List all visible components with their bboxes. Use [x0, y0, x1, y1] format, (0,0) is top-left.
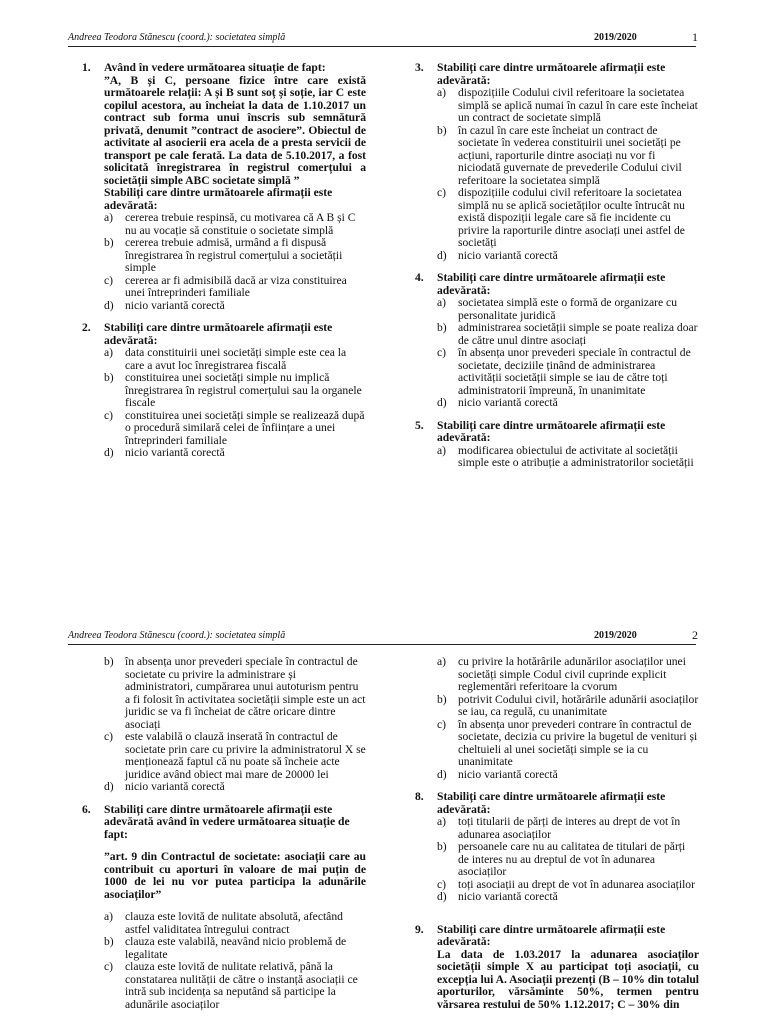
left-column [82, 655, 366, 1021]
question-5 [415, 418, 699, 470]
question-heading: Stabiliți care dintre următoarele afirmații este adevărată: [437, 418, 666, 444]
question-heading: Având în vedere următoarea situație de fapt: [104, 61, 326, 74]
option-c: c) toți asociații au drept de vot în adunarea asociaților [437, 877, 695, 891]
page-gap [0, 512, 768, 620]
page-header [68, 628, 696, 645]
question-number: 4. [415, 271, 424, 284]
question-1 [82, 61, 366, 312]
question-2 [82, 321, 366, 460]
question-heading: Stabiliți care dintre următoarele afirmații este adevărată având în vedere următoarea situație de fapt: [104, 802, 350, 841]
question-number: 9. [415, 922, 424, 936]
option-a: a) cu privire la hotărârile adunărilor asociaților unei societăți simple Codul civil cuprinde explicit reglementări referitoare la cvorum [437, 655, 686, 693]
question-scenario: ”A, B și C, persoane fizice între care există următoarele relații: A și B sunt soț și soție, iar C este copilul acestora, au încheiat la data de 1.10.2017 un contract sub forma unui înscris sub semnătură privată, denumit ”contract de asociere”. Obiectul de activitate al asocierii era acela de a presta servicii de transport pe cale ferată. La data de 5.10.2017, a fost solicitată înregistrarea în registrul comerțului a societății simple ABC societate simplă ” [104, 73, 366, 187]
options-list [437, 87, 699, 262]
options-list [104, 347, 366, 460]
option-c: c) este valabilă o clauză inserată în contractul de societate prin care cu privire la administratorul X se menționează faptul că nu poate să încheie acte juridice având obiect mai mare de 20000 lei [104, 730, 366, 781]
question-heading: Stabiliți care dintre următoarele afirmații este adevărată: [104, 321, 333, 347]
option-a: a) societatea simplă este o formă de organizare cu personalitate juridică [437, 296, 678, 322]
question-3 [415, 61, 699, 262]
option-d: d) nicio variantă corectă [437, 767, 558, 781]
options-list [104, 212, 366, 312]
options-list [437, 445, 699, 470]
header-year: 2019/2020 [594, 32, 637, 43]
option-c: c) constituirea unei societăți simple se realizează după o procedură similară celei de înființare a unei întreprinderi familiale [104, 408, 365, 447]
option-d: d) nicio variantă corectă [104, 780, 225, 793]
options-list [437, 297, 699, 410]
question-heading: Stabiliți care dintre următoarele afirmații este adevărată: [437, 790, 666, 816]
question-number: 2. [82, 321, 91, 334]
question-4 [415, 271, 699, 410]
right-column [415, 61, 699, 480]
option-d: d) nicio variantă corectă [104, 298, 225, 312]
options-list-continued [437, 656, 699, 781]
option-a: a) data constituirii unei societăți simple este cea la care a avut loc înregistrarea fiscală [104, 346, 347, 372]
option-b: b) constituirea unei societăți simple nu implică înregistrarea în registrul comerțului sau la organele fiscale [104, 371, 362, 409]
header-author: Andreea Teodora Stănescu (coord.): societatea simplă [68, 32, 286, 43]
options-list [437, 816, 699, 904]
page-header [68, 30, 696, 47]
question-number: 3. [415, 61, 424, 74]
option-a: a) clauza este lovită de nulitate absolută, afectând astfel validitatea întregului contract [104, 910, 343, 936]
option-d: d) nicio variantă corectă [437, 248, 558, 262]
option-c: c) clauza este lovită de nulitate relativă, până la constatarea nulității de către o instanță asociații ce intră sub incidența sa neputând să participe la adunările asociaților [104, 960, 358, 1011]
options-list-continued [104, 656, 366, 794]
option-d: d) nicio variantă corectă [437, 396, 558, 409]
question-scenario: La data de 1.03.2017 la adunarea asociaților societății simple X au participat toți asociații, cu excepția lui A. Asociații prezenți (B – 10% din totalul aporturilor, vărsăminte 50%, termen pentru vărsarea restului de 50% 1.12.2017; C – 30% din [437, 947, 699, 1011]
page-number: 2 [692, 628, 698, 642]
option-c: c) în absența unor prevederi contrare în contractul de societate, decizia cu privire la bugetul de venituri și cheltuieli al unei societăți simple se ia cu unanimitate [437, 717, 698, 768]
options-list [104, 911, 366, 1011]
option-c: c) cererea ar fi admisibilă dacă ar viza constituirea unei întreprinderi familiale [104, 273, 347, 299]
option-b: b) în cazul în care este încheiat un contract de societate în vederea constituirii unei societăți pe acțiuni, raporturile dintre asociați nu vor fi niciodată guvernate de prevederile Codului civil referitoare la societatea simplă [437, 123, 682, 187]
option-c: c) dispozițiile codului civil referitoare la societatea simplă nu se aplică societăților oculte întrucât nu există dispoziții legale care să fie incidente cu privire la raporturile dintre asociați unei astfel de societăți [437, 186, 685, 249]
header-author: Andreea Teodora Stănescu (coord.): societatea simplă [68, 630, 286, 641]
option-a: a) modificarea obiectului de activitate al societății simple este o atribuție a administratorilor societății [437, 443, 694, 469]
question-heading: Stabiliți care dintre următoarele afirmații este adevărată: [437, 271, 666, 297]
document-page-2 [0, 620, 768, 1024]
option-b: b) potrivit Codului civil, hotărârile adunării asociaților se iau, ca regulă, cu unanimitate [437, 692, 699, 718]
question-prompt: Stabiliți care dintre următoarele afirmații este adevărată: [104, 186, 333, 212]
question-heading: Stabiliți care dintre următoarele afirmații este adevărată: [437, 61, 666, 87]
question-9 [415, 922, 699, 1012]
option-d: d) nicio variantă corectă [437, 890, 558, 903]
right-column [415, 655, 699, 1021]
option-b: b) în absența unor prevederi speciale în contractul de societate cu privire la administrare și administratori, cumpărarea unui autoturism pentru a fi folosit în activitatea societății simple este un act juridic se va fi încheiat de către oricare dintre asociați [104, 655, 366, 731]
option-b: b) administrarea societății simple se poate realiza doar de către unul dintre asociați [437, 321, 698, 347]
question-scenario: ”art. 9 din Contractul de societate: asociații care au contribuit cu aporturi în valoare de mai puțin de 1000 de lei nu vor putea participa la adunările asociaților” [104, 850, 366, 901]
question-8 [415, 790, 699, 904]
question-6 [82, 802, 366, 1012]
question-number: 6. [82, 802, 91, 816]
option-a: a) toți titularii de părți de interes au drept de vot în adunarea asociaților [437, 815, 681, 841]
question-number: 5. [415, 418, 424, 432]
option-b: b) clauza este valabilă, neavând nicio problemă de legalitate [104, 935, 347, 961]
option-c: c) în absența unor prevederi speciale în contractul de societate, deciziile ținând de administrarea activității societății simple se iau de către toți administratorii împreună, în unanimitate [437, 346, 691, 397]
question-number: 1. [82, 61, 91, 74]
header-year: 2019/2020 [594, 630, 637, 641]
option-b: b) cererea trebuie admisă, urmând a fi dispusă înregistrarea în registrul comerțului a societății simple [104, 236, 343, 274]
left-column [82, 61, 366, 470]
option-a: a) dispozițiile Codului civil referitoare la societatea simplă se aplică numai în cazul în care este încheiat un contract de societate simplă [437, 86, 698, 124]
option-a: a) cererea trebuie respinsă, cu motivarea că A B și C nu au vocație să constituie o societate simplă [104, 211, 356, 237]
option-b: b) persoanele care nu au calitatea de titulari de părți de interes nu au dreptul de vot în adunarea asociaților [437, 840, 686, 878]
question-heading: Stabiliți care dintre următoarele afirmații este adevărată: [437, 922, 666, 948]
page-number: 1 [692, 30, 698, 44]
option-d: d) nicio variantă corectă [104, 446, 225, 459]
question-number: 8. [415, 790, 424, 803]
